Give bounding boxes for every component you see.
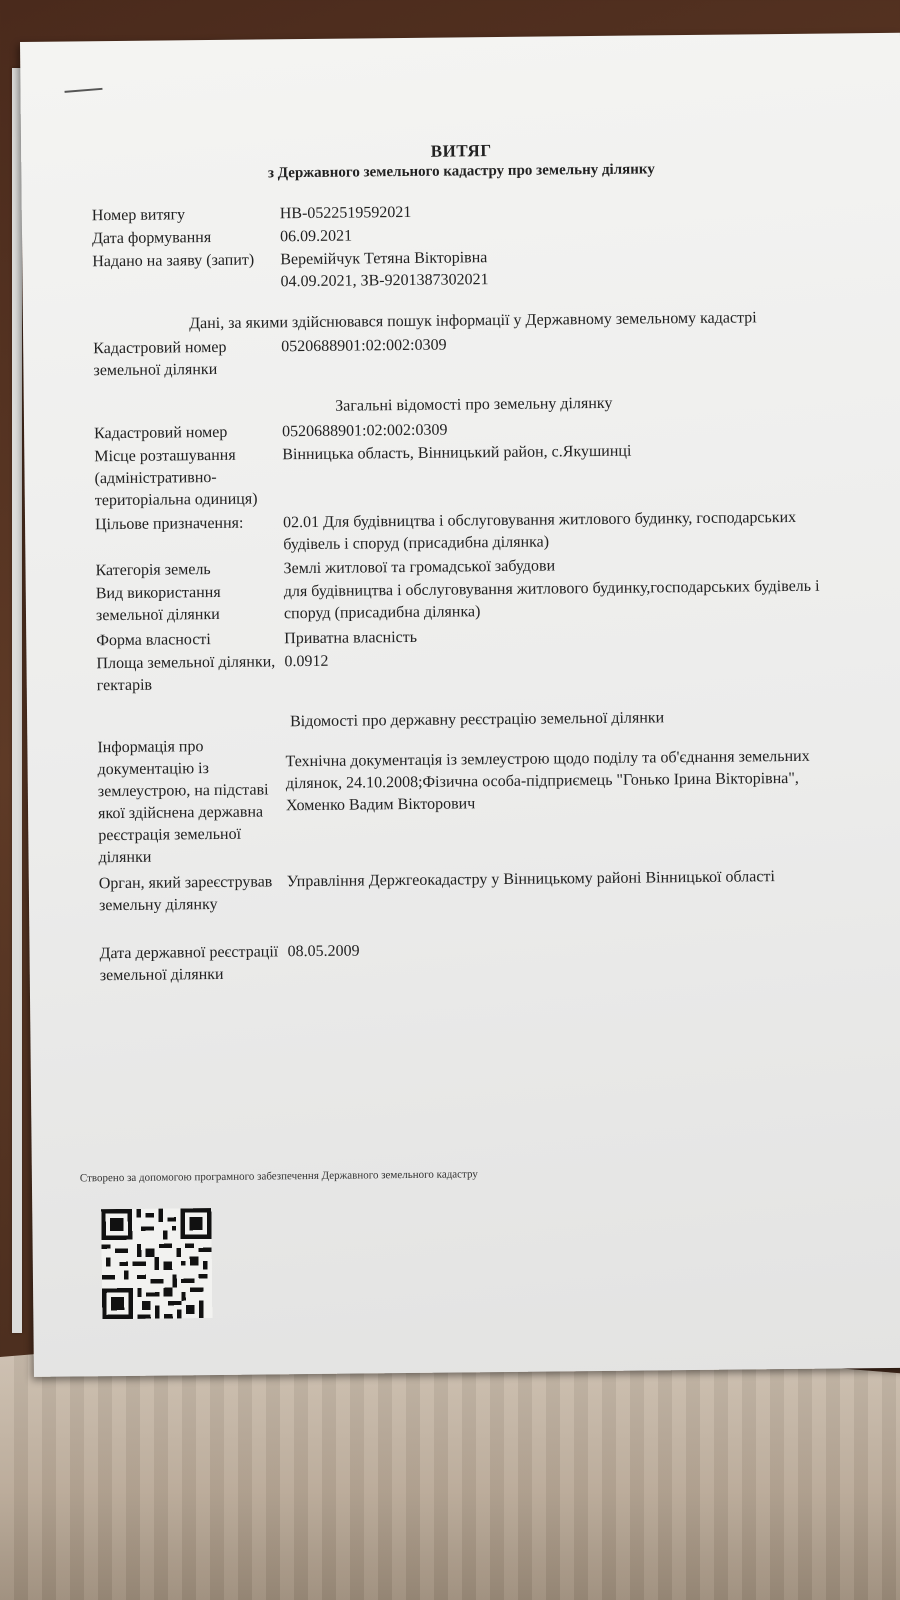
- field-label: Орган, який зареєстрував земельну ділянку: [98, 873, 273, 915]
- qr-code-icon: [96, 1208, 217, 1319]
- field-label: Номер витягу: [91, 206, 186, 225]
- registration-section-title: Відомості про державну реєстрацію земельної ділянки: [289, 709, 665, 731]
- field-label: Категорія земель: [95, 561, 211, 580]
- field-value: Веремійчук Тетяна Вікторівна: [280, 249, 488, 269]
- field-value: Землі житлової та громадської забудови: [283, 557, 556, 578]
- field-label: Дата державної реєстрації земельної ділянки: [99, 943, 279, 985]
- field-value: 0520688901:02:002:0309: [282, 421, 448, 441]
- field-value: 0520688901:02:002:0309: [281, 336, 447, 356]
- area-row: [96, 645, 856, 697]
- field-value: Вінницька область, Вінницький район, с.Якушинці: [282, 442, 632, 464]
- pen-mark: [64, 88, 102, 93]
- field-label: Надано на заяву (запит): [92, 251, 255, 271]
- request-row: [92, 243, 852, 295]
- field-label: Цільове призначення:: [94, 514, 244, 534]
- document-title: ВИТЯГ: [430, 141, 492, 161]
- field-value: 04.09.2021, ЗВ-9201387302021: [280, 271, 489, 291]
- field-value: Приватна власність: [284, 628, 418, 648]
- registering-authority-row: [99, 865, 859, 917]
- field-label: Площа земельної ділянки, гектарів: [96, 653, 276, 695]
- purpose-row: [95, 506, 855, 558]
- field-value: 0.0912: [284, 652, 329, 671]
- field-value: 08.05.2009: [287, 942, 360, 961]
- field-value: Технічна документація із землеустрою щодо поділу та об'єднання земельних ділянок, 24.10.2008;Фізична особа-підприємець "Гонько Ірина Вікторівна", Хоменко Вадим Вікторович: [285, 747, 810, 815]
- field-value: 06.09.2021: [279, 227, 353, 246]
- document-subtitle: з Державного земельного кадастру про земельну ділянку: [267, 161, 655, 182]
- field-value: Управління Держгеокадастру у Вінницькому районі Вінницької області: [286, 868, 775, 891]
- field-label: Місце розташування (адміністративно-територіальна одиниця): [94, 446, 258, 510]
- location-row: [94, 438, 855, 512]
- field-value: для будівництва і обслуговування житлового будинку,господарських будівель і споруд (присадибна ділянка): [283, 577, 820, 623]
- field-label: Вид використання земельної ділянки: [95, 583, 221, 625]
- field-value: НВ-0522519592021: [279, 203, 412, 223]
- field-label: Інформація про документацію із землеустрою, на підставі якої здійснена державна реєстрація земельної ділянки: [97, 738, 269, 867]
- land-use-row: [96, 575, 856, 627]
- field-label: Кадастровий номер: [94, 423, 228, 443]
- documentation-row: [97, 729, 858, 869]
- registration-date-row: [99, 935, 859, 987]
- field-label: Кадастровий номер земельної ділянки: [93, 338, 227, 380]
- field-value: 02.01 Для будівництва і обслуговування житлового будинку, господарських будівель і споруд (присадибна ділянка): [282, 508, 797, 554]
- general-section-title: Загальні відомості про земельну ділянку: [335, 394, 613, 415]
- document-page: [20, 33, 900, 1377]
- page-stack-edge: [12, 68, 22, 1333]
- field-label: Дата формування: [91, 229, 212, 248]
- field-value-group: [280, 243, 852, 293]
- search-section-title: Дані, за якими здійснювався пошук інформації у Державному земельному кадастрі: [189, 309, 757, 333]
- search-cadastral-row: [93, 330, 853, 382]
- software-footer: Створено за допомогою програмного забезпечення Державного земельного кадастру: [79, 1168, 478, 1185]
- field-label: Форма власності: [96, 631, 211, 650]
